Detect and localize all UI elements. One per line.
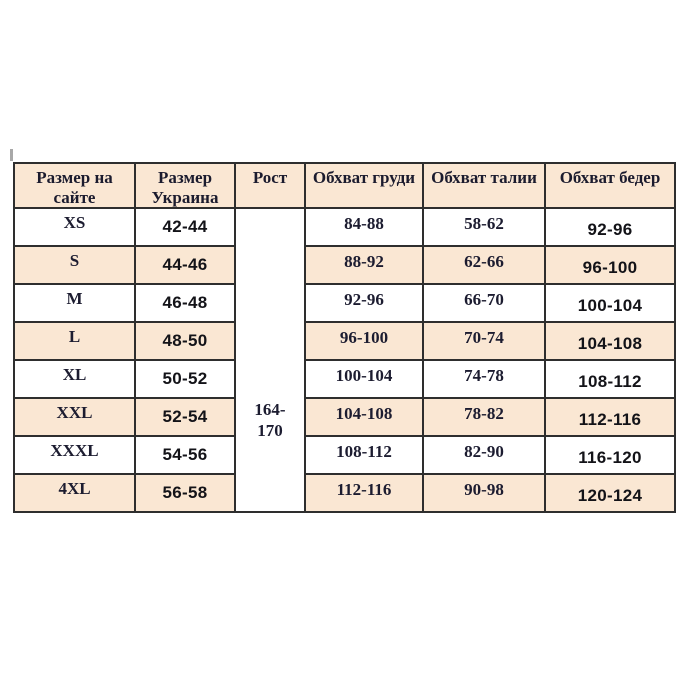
header-row [14, 163, 675, 208]
cell-chest: 96-100 [305, 322, 423, 360]
cell-site-size: M [14, 284, 135, 322]
header-height: Рост [235, 163, 305, 208]
cell-waist: 70-74 [423, 322, 545, 360]
cell-waist: 74-78 [423, 360, 545, 398]
cell-site-size: XS [14, 208, 135, 246]
table-row-xxl [14, 398, 675, 436]
cell-ukraine-size: 48-50 [135, 322, 235, 360]
cell-hips: 100-104 [545, 284, 675, 322]
header-chest: Обхват груди [305, 163, 423, 208]
table-row-4xl [14, 474, 675, 512]
cell-chest: 92-96 [305, 284, 423, 322]
cell-hips: 104-108 [545, 322, 675, 360]
cell-hips: 92-96 [545, 208, 675, 246]
header-hips: Обхват бедер [545, 163, 675, 208]
cell-height-merged [235, 208, 305, 512]
cell-ukraine-size: 52-54 [135, 398, 235, 436]
height-value [236, 399, 304, 442]
table-row-xs [14, 208, 675, 246]
cell-chest: 104-108 [305, 398, 423, 436]
cell-waist: 90-98 [423, 474, 545, 512]
cell-hips: 112-116 [545, 398, 675, 436]
cell-waist: 58-62 [423, 208, 545, 246]
cell-site-size: S [14, 246, 135, 284]
cell-site-size: 4XL [14, 474, 135, 512]
cell-chest: 84-88 [305, 208, 423, 246]
cell-site-size: L [14, 322, 135, 360]
cell-waist: 82-90 [423, 436, 545, 474]
cell-chest: 112-116 [305, 474, 423, 512]
cell-waist: 66-70 [423, 284, 545, 322]
cell-chest: 100-104 [305, 360, 423, 398]
cell-waist: 62-66 [423, 246, 545, 284]
cell-ukraine-size: 44-46 [135, 246, 235, 284]
scan-artifact-mark [10, 149, 13, 161]
height-value-line1: 164- [254, 400, 286, 420]
table-header [14, 163, 675, 208]
table-row-s [14, 246, 675, 284]
cell-site-size: XL [14, 360, 135, 398]
table-row-xxxl [14, 436, 675, 474]
cell-waist: 78-82 [423, 398, 545, 436]
cell-chest: 108-112 [305, 436, 423, 474]
size-chart-container [13, 162, 676, 513]
size-chart-table [13, 162, 676, 513]
cell-hips: 116-120 [545, 436, 675, 474]
cell-hips: 120-124 [545, 474, 675, 512]
cell-hips: 96-100 [545, 246, 675, 284]
table-row-xl [14, 360, 675, 398]
cell-ukraine-size: 56-58 [135, 474, 235, 512]
cell-ukraine-size: 42-44 [135, 208, 235, 246]
cell-ukraine-size: 46-48 [135, 284, 235, 322]
header-size-site: Размер на сайте [14, 163, 135, 208]
table-body [14, 208, 675, 512]
header-waist: Обхват талии [423, 163, 545, 208]
height-value-line2: 170 [257, 421, 283, 441]
cell-chest: 88-92 [305, 246, 423, 284]
table-row-l [14, 322, 675, 360]
cell-site-size: XXL [14, 398, 135, 436]
cell-site-size: XXXL [14, 436, 135, 474]
cell-hips: 108-112 [545, 360, 675, 398]
cell-ukraine-size: 50-52 [135, 360, 235, 398]
table-row-m [14, 284, 675, 322]
header-size-ukraine: Размер Украина [135, 163, 235, 208]
cell-ukraine-size: 54-56 [135, 436, 235, 474]
